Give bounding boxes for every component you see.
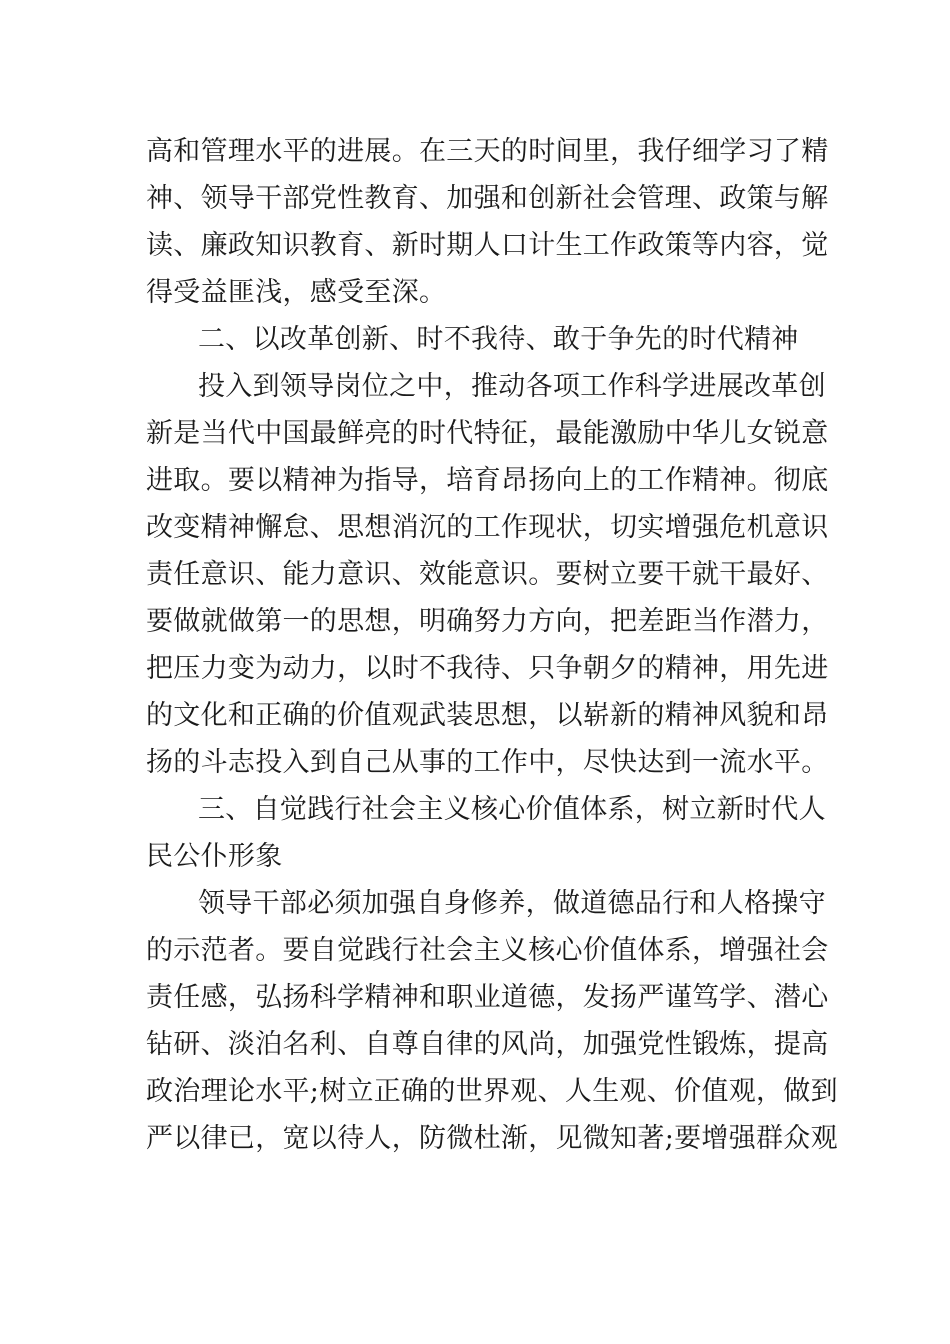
text-line: 得受益匪浅，感受至深。 — [146, 277, 447, 308]
text-line: 扬的斗志投入到自己从事的工作中，尽快达到一流水平。 — [146, 747, 829, 778]
text-line: 钻研、淡泊名利、自尊自律的风尚，加强党性锻炼，提高 — [146, 1029, 829, 1060]
text-line: 高和管理水平的进展。在三天的时间里，我仔细学习了精 — [146, 136, 829, 167]
text-line: 政治理论水平;树立正确的世界观、人生观、价值观，做到 — [146, 1076, 838, 1107]
document-body — [146, 128, 838, 1162]
text-line: 领导干部必须加强自身修养，做道德品行和人格操守 — [198, 888, 826, 919]
text-line: 改变精神懈怠、思想消沉的工作现状，切实增强危机意识 — [146, 512, 829, 543]
text-line: 民公仆形象 — [146, 841, 283, 872]
text-line: 的示范者。要自觉践行社会主义核心价值体系，增强社会 — [146, 935, 829, 966]
text-line: 读、廉政知识教育、新时期人口计生工作政策等内容，觉 — [146, 230, 829, 261]
text-line: 的文化和正确的价值观武装思想，以崭新的精神风貌和昂 — [146, 700, 829, 731]
text-line: 神、领导干部党性教育、加强和创新社会管理、政策与解 — [146, 183, 829, 214]
text-line: 进取。要以精神为指导，培育昂扬向上的工作精神。彻底 — [146, 465, 829, 496]
text-line: 三、自觉践行社会主义核心价值体系，树立新时代人 — [198, 794, 826, 825]
text-line: 投入到领导岗位之中，推动各项工作科学进展改革创 — [198, 371, 826, 402]
text-line: 要做就做第一的思想，明确努力方向，把差距当作潜力， — [146, 606, 829, 637]
text-line: 把压力变为动力，以时不我待、只争朝夕的精神，用先进 — [146, 653, 829, 684]
text-line: 责任感，弘扬科学精神和职业道德，发扬严谨笃学、潜心 — [146, 982, 829, 1013]
text-line: 二、以改革创新、时不我待、敢于争先的时代精神 — [198, 324, 799, 355]
text-line: 责任意识、能力意识、效能意识。要树立要干就干最好、 — [146, 559, 829, 590]
text-line: 严以律已，宽以待人，防微杜渐，见微知著;要增强群众观 — [146, 1123, 838, 1154]
text-line: 新是当代中国最鲜亮的时代特征，最能激励中华儿女锐意 — [146, 418, 829, 449]
